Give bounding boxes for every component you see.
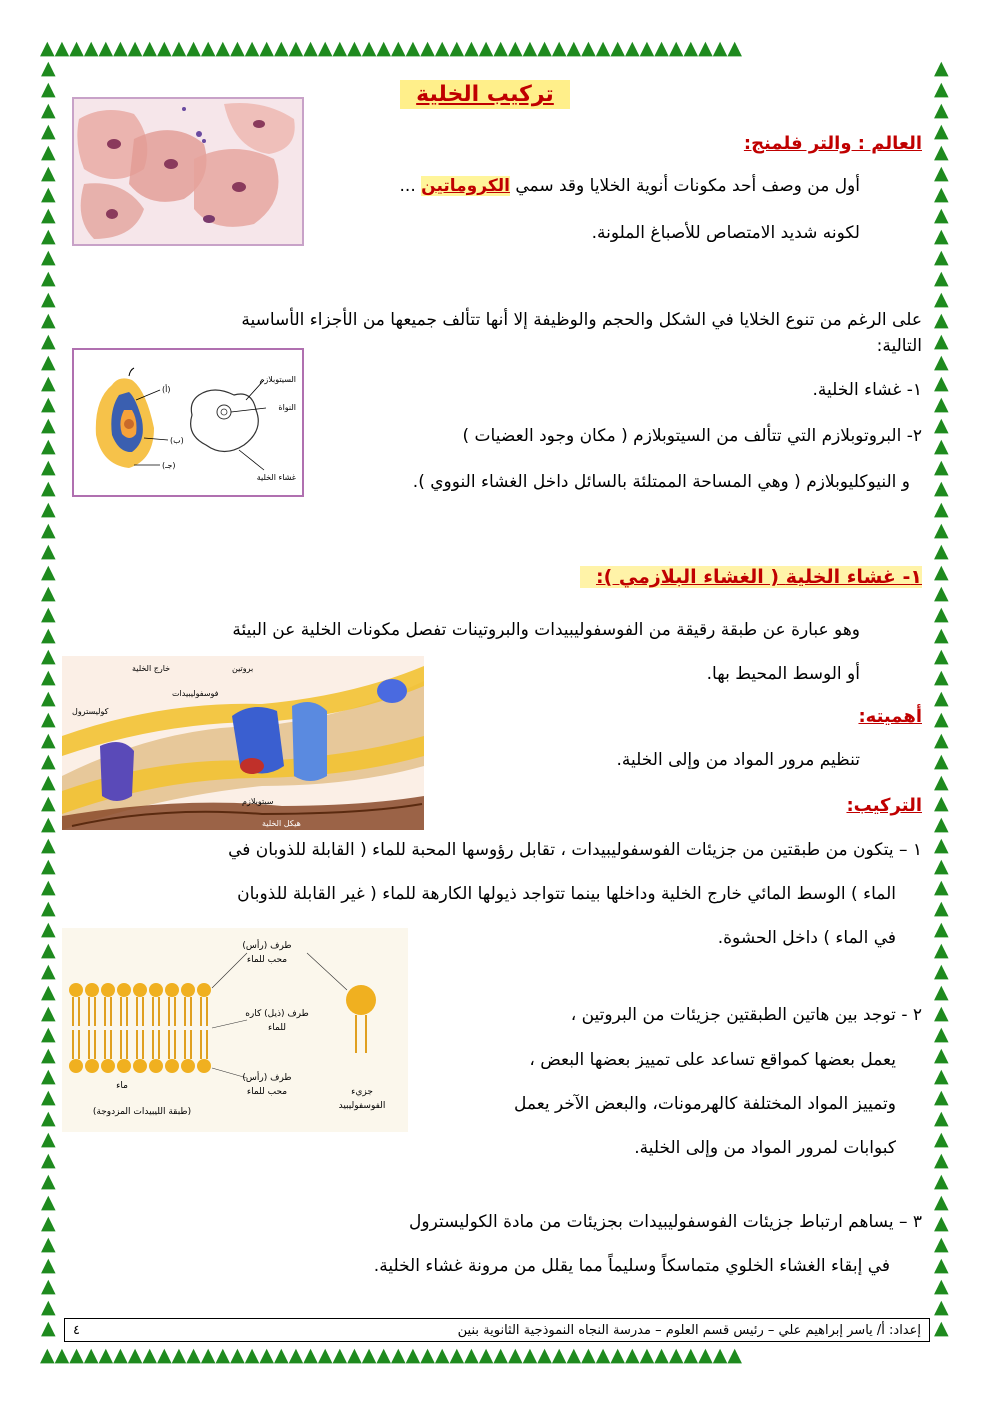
border-tree-icon: ▲ xyxy=(41,1170,56,1192)
border-tree-icon: ▲ xyxy=(288,38,304,58)
border-tree-icon: ▲ xyxy=(934,939,949,961)
border-tree-icon: ▲ xyxy=(712,1345,728,1365)
border-tree-icon: ▲ xyxy=(83,1345,99,1365)
bilayer-label-tail-1: طرف (ذيل) كاره xyxy=(245,1009,309,1019)
border-tree-icon: ▲ xyxy=(934,1233,949,1255)
border-tree-icon: ▲ xyxy=(41,1296,56,1318)
border-tree-icon: ▲ xyxy=(186,38,201,58)
border-tree-icon: ▲ xyxy=(934,771,949,793)
border-tree-icon: ▲ xyxy=(405,38,421,58)
border-tree-icon: ▲ xyxy=(41,960,56,982)
border-tree-icon: ▲ xyxy=(581,1345,596,1365)
border-tree-icon: ▲ xyxy=(142,38,157,58)
border-tree-icon: ▲ xyxy=(127,38,143,58)
border-tree-icon: ▲ xyxy=(934,813,949,835)
structure-p1-line-3: في الماء ) داخل الحشوة. xyxy=(717,928,896,948)
cell-label-membrane: غشاء الخلية xyxy=(256,473,296,482)
border-tree-icon: ▲ xyxy=(934,645,949,667)
border-tree-icon: ▲ xyxy=(934,960,949,982)
border-tree-icon: ▲ xyxy=(551,1345,567,1365)
border-tree-icon: ▲ xyxy=(934,267,949,289)
border-tree-icon: ▲ xyxy=(934,519,949,541)
border-tree-icon: ▲ xyxy=(376,38,391,58)
border-tree-icon: ▲ xyxy=(41,183,56,205)
border-tree-icon: ▲ xyxy=(934,1212,949,1234)
border-top xyxy=(40,38,955,58)
border-tree-icon: ▲ xyxy=(98,38,114,58)
border-tree-icon: ▲ xyxy=(171,1345,187,1365)
border-tree-icon: ▲ xyxy=(934,1317,949,1339)
border-tree-icon: ▲ xyxy=(41,519,56,541)
border-tree-icon: ▲ xyxy=(41,645,56,667)
membrane-label-cytoplasm: سيتوبلازم xyxy=(242,797,274,806)
border-tree-icon: ▲ xyxy=(41,876,56,898)
border-tree-icon: ▲ xyxy=(934,834,949,856)
border-tree-icon: ▲ xyxy=(683,38,699,58)
border-tree-icon: ▲ xyxy=(934,582,949,604)
border-tree-icon: ▲ xyxy=(464,38,479,58)
border-tree-icon: ▲ xyxy=(41,1149,56,1171)
border-tree-icon: ▲ xyxy=(493,38,508,58)
border-tree-icon: ▲ xyxy=(478,38,494,58)
structure-p2-line-4: كبوابات لمرور المواد من وإلى الخلية. xyxy=(634,1138,896,1158)
section1-heading xyxy=(580,566,922,588)
border-tree-icon: ▲ xyxy=(934,1275,949,1297)
border-tree-icon: ▲ xyxy=(934,1107,949,1129)
border-tree-icon: ▲ xyxy=(41,1128,56,1150)
scientist-line-1-text: أول من وصف أحد مكونات أنوية الخلايا وقد سمي xyxy=(515,176,860,196)
border-tree-icon: ▲ xyxy=(113,38,128,58)
border-tree-icon: ▲ xyxy=(41,498,56,520)
border-tree-icon: ▲ xyxy=(934,288,949,310)
border-tree-icon: ▲ xyxy=(69,1345,84,1365)
border-tree-icon: ▲ xyxy=(934,561,949,583)
border-tree-icon: ▲ xyxy=(934,99,949,121)
border-tree-icon: ▲ xyxy=(934,1170,949,1192)
border-tree-icon: ▲ xyxy=(41,246,56,268)
cell-label-a: (أ) xyxy=(162,385,171,394)
border-tree-icon: ▲ xyxy=(41,750,56,772)
border-tree-icon: ▲ xyxy=(54,1345,70,1365)
border-tree-icon: ▲ xyxy=(41,1275,56,1297)
border-tree-icon: ▲ xyxy=(934,1296,949,1318)
border-tree-icon: ▲ xyxy=(317,38,333,58)
intro-line-1: على الرغم من تنوع الخلايا في الشكل والحجم والوظيفة إلا أنها تتألف جميعها من الأجزاء الأساسية xyxy=(241,310,922,330)
border-tree-icon: ▲ xyxy=(464,1345,479,1365)
cell-diagram xyxy=(72,348,304,497)
border-tree-icon: ▲ xyxy=(934,708,949,730)
border-tree-icon: ▲ xyxy=(41,162,56,184)
scientist-line-2: لكونه شديد الامتصاص للأصباغ الملونة. xyxy=(591,223,860,243)
border-tree-icon: ▲ xyxy=(244,1345,260,1365)
border-left xyxy=(41,58,56,1346)
border-tree-icon: ▲ xyxy=(934,1065,949,1087)
border-tree-icon: ▲ xyxy=(434,38,450,58)
footer-credit: إعداد: أ/ ياسر إبراهيم علي – رئيس قسم العلوم – مدرسة النجاه النموذجية الثانوية بنين xyxy=(457,1322,921,1338)
border-tree-icon: ▲ xyxy=(200,38,216,58)
border-tree-icon: ▲ xyxy=(41,582,56,604)
border-tree-icon: ▲ xyxy=(625,38,640,58)
border-tree-icon: ▲ xyxy=(376,1345,391,1365)
border-tree-icon: ▲ xyxy=(934,687,949,709)
border-tree-icon: ▲ xyxy=(727,38,742,58)
border-tree-icon: ▲ xyxy=(934,603,949,625)
structure-p2-line-2: يعمل بعضها كمواقع تساعد على تمييز بعضها البعض ، xyxy=(529,1050,896,1070)
border-tree-icon: ▲ xyxy=(595,38,611,58)
border-tree-icon: ▲ xyxy=(566,38,582,58)
border-tree-icon: ▲ xyxy=(41,141,56,163)
border-tree-icon: ▲ xyxy=(41,1002,56,1024)
border-tree-icon: ▲ xyxy=(537,38,552,58)
border-tree-icon: ▲ xyxy=(332,1345,348,1365)
border-tree-icon: ▲ xyxy=(41,225,56,247)
border-tree-icon: ▲ xyxy=(259,1345,274,1365)
structure-p3-line-1: ٣ – يساهم ارتباط جزيئات الفوسفوليبيدات بجزيئات من مادة الكوليسترول xyxy=(409,1212,922,1232)
structure-heading: التركيب: xyxy=(846,795,922,816)
intro-line-2: التالية: xyxy=(876,336,922,356)
border-tree-icon: ▲ xyxy=(41,120,56,142)
cell-label-c: (جـ) xyxy=(162,461,176,470)
border-tree-icon: ▲ xyxy=(934,729,949,751)
border-tree-icon: ▲ xyxy=(41,603,56,625)
border-tree-icon: ▲ xyxy=(934,498,949,520)
border-tree-icon: ▲ xyxy=(41,372,56,394)
border-tree-icon: ▲ xyxy=(41,309,56,331)
border-tree-icon: ▲ xyxy=(934,414,949,436)
structure-p1-line-1: ١ – يتكون من طبقتين من جزيئات الفوسفوليبيدات ، تقابل رؤوسها المحبة للماء ( القابلة للذوبان في xyxy=(228,840,922,860)
border-tree-icon: ▲ xyxy=(934,792,949,814)
border-tree-icon: ▲ xyxy=(934,162,949,184)
importance-text: تنظيم مرور المواد من وإلى الخلية. xyxy=(616,750,860,770)
footer xyxy=(64,1318,930,1342)
bilayer-diagram xyxy=(62,928,408,1132)
border-tree-icon: ▲ xyxy=(41,1191,56,1213)
border-tree-icon: ▲ xyxy=(566,1345,582,1365)
intro-item-1: ١- غشاء الخلية. xyxy=(812,380,922,400)
border-tree-icon: ▲ xyxy=(934,120,949,142)
border-tree-icon: ▲ xyxy=(581,38,596,58)
bilayer-label-head-top-1: طرف (رأس) xyxy=(242,941,292,951)
border-tree-icon: ▲ xyxy=(391,38,406,58)
border-tree-icon: ▲ xyxy=(41,855,56,877)
border-tree-icon: ▲ xyxy=(41,1254,56,1276)
border-tree-icon: ▲ xyxy=(934,309,949,331)
border-tree-icon: ▲ xyxy=(41,666,56,688)
border-tree-icon: ▲ xyxy=(934,981,949,1003)
border-tree-icon: ▲ xyxy=(405,1345,421,1365)
border-tree-icon: ▲ xyxy=(934,78,949,100)
bilayer-label-tail-2: للماء xyxy=(268,1023,286,1033)
bilayer-molecule-1: جزيء xyxy=(351,1087,373,1097)
structure-p1-line-2: الماء ) الوسط المائي خارج الخلية وداخلها بينما تتواجد ذيولها الكارهة للماء ( غير القابلة للذوبان xyxy=(237,884,896,904)
section1-heading-paren: ( الغشاء البلازمي ): xyxy=(595,566,780,588)
border-tree-icon: ▲ xyxy=(230,38,245,58)
border-tree-icon: ▲ xyxy=(41,624,56,646)
border-tree-icon: ▲ xyxy=(537,1345,552,1365)
border-tree-icon: ▲ xyxy=(274,38,289,58)
border-tree-icon: ▲ xyxy=(551,38,567,58)
border-tree-icon: ▲ xyxy=(288,1345,304,1365)
border-bottom xyxy=(40,1345,955,1365)
border-tree-icon: ▲ xyxy=(934,141,949,163)
border-tree-icon: ▲ xyxy=(41,456,56,478)
border-tree-icon: ▲ xyxy=(522,1345,538,1365)
cell-micrograph xyxy=(72,97,304,246)
border-tree-icon: ▲ xyxy=(41,771,56,793)
cell-label-b: (ب) xyxy=(170,436,184,445)
border-tree-icon: ▲ xyxy=(934,183,949,205)
definition-line-2: أو الوسط المحيط بها. xyxy=(706,664,860,684)
border-tree-icon: ▲ xyxy=(934,246,949,268)
bilayer-label-head-bottom-2: محب للماء xyxy=(246,1087,288,1097)
border-tree-icon: ▲ xyxy=(41,351,56,373)
border-tree-icon: ▲ xyxy=(934,750,949,772)
border-tree-icon: ▲ xyxy=(934,1023,949,1045)
border-tree-icon: ▲ xyxy=(157,38,172,58)
membrane-diagram xyxy=(62,656,424,830)
border-tree-icon: ▲ xyxy=(41,1086,56,1108)
section1-heading-main: ١- غشاء الخلية xyxy=(785,566,922,588)
border-tree-icon: ▲ xyxy=(712,38,728,58)
border-tree-icon: ▲ xyxy=(449,1345,465,1365)
border-tree-icon: ▲ xyxy=(41,1023,56,1045)
border-tree-icon: ▲ xyxy=(639,1345,655,1365)
border-tree-icon: ▲ xyxy=(683,1345,699,1365)
border-tree-icon: ▲ xyxy=(934,1128,949,1150)
border-tree-icon: ▲ xyxy=(727,1345,742,1365)
border-tree-icon: ▲ xyxy=(41,1065,56,1087)
border-tree-icon: ▲ xyxy=(698,1345,713,1365)
border-tree-icon: ▲ xyxy=(41,897,56,919)
border-tree-icon: ▲ xyxy=(113,1345,128,1365)
border-tree-icon: ▲ xyxy=(934,204,949,226)
border-tree-icon: ▲ xyxy=(41,1107,56,1129)
border-tree-icon: ▲ xyxy=(127,1345,143,1365)
border-tree-icon: ▲ xyxy=(41,918,56,940)
border-tree-icon: ▲ xyxy=(934,624,949,646)
border-tree-icon: ▲ xyxy=(934,1149,949,1171)
border-tree-icon: ▲ xyxy=(361,1345,377,1365)
border-tree-icon: ▲ xyxy=(41,1044,56,1066)
membrane-label-skeleton: هيكل الخلية xyxy=(262,819,301,828)
border-tree-icon: ▲ xyxy=(361,38,377,58)
border-tree-icon: ▲ xyxy=(449,38,465,58)
border-tree-icon: ▲ xyxy=(317,1345,333,1365)
border-tree-icon: ▲ xyxy=(934,897,949,919)
border-tree-icon: ▲ xyxy=(934,435,949,457)
border-tree-icon: ▲ xyxy=(200,1345,216,1365)
border-tree-icon: ▲ xyxy=(391,1345,406,1365)
border-tree-icon: ▲ xyxy=(934,477,949,499)
bilayer-label-head-top-2: محب للماء xyxy=(246,955,288,965)
border-tree-icon: ▲ xyxy=(41,792,56,814)
scientist-line-1 xyxy=(300,176,860,196)
border-tree-icon: ▲ xyxy=(41,330,56,352)
border-tree-icon: ▲ xyxy=(98,1345,114,1365)
border-tree-icon: ▲ xyxy=(508,38,523,58)
border-tree-icon: ▲ xyxy=(595,1345,611,1365)
border-tree-icon: ▲ xyxy=(41,939,56,961)
border-tree-icon: ▲ xyxy=(493,1345,508,1365)
border-tree-icon: ▲ xyxy=(625,1345,640,1365)
border-tree-icon: ▲ xyxy=(41,1317,56,1339)
border-tree-icon: ▲ xyxy=(668,1345,684,1365)
border-tree-icon: ▲ xyxy=(934,330,949,352)
border-tree-icon: ▲ xyxy=(41,834,56,856)
page-title: تركيب الخلية xyxy=(400,80,570,109)
border-tree-icon: ▲ xyxy=(244,38,260,58)
border-tree-icon: ▲ xyxy=(69,38,84,58)
border-tree-icon: ▲ xyxy=(274,1345,289,1365)
border-tree-icon: ▲ xyxy=(41,687,56,709)
border-tree-icon: ▲ xyxy=(934,456,949,478)
border-tree-icon: ▲ xyxy=(41,435,56,457)
membrane-label-phospholipids: فوسفوليبيدات xyxy=(172,689,219,698)
border-tree-icon: ▲ xyxy=(332,38,348,58)
bilayer-caption: (طبقة الليبيدات المزدوجة) xyxy=(92,1107,192,1117)
border-tree-icon: ▲ xyxy=(934,1002,949,1024)
border-tree-icon: ▲ xyxy=(610,38,625,58)
border-tree-icon: ▲ xyxy=(934,918,949,940)
border-tree-icon: ▲ xyxy=(40,38,55,58)
border-tree-icon: ▲ xyxy=(639,38,655,58)
cell-label-nucleus: النواة xyxy=(278,403,296,412)
structure-p2-line-1: ٢ - توجد بين هاتين الطبقتين جزيئات من البروتين ، xyxy=(570,1005,922,1025)
border-tree-icon: ▲ xyxy=(654,38,669,58)
structure-p2-line-3: وتمييز المواد المختلفة كالهرمونات، والبعض الآخر يعمل xyxy=(514,1094,896,1114)
border-tree-icon: ▲ xyxy=(654,1345,669,1365)
border-tree-icon: ▲ xyxy=(157,1345,172,1365)
border-tree-icon: ▲ xyxy=(41,267,56,289)
border-tree-icon: ▲ xyxy=(934,1044,949,1066)
border-tree-icon: ▲ xyxy=(934,855,949,877)
border-tree-icon: ▲ xyxy=(41,729,56,751)
border-tree-icon: ▲ xyxy=(41,561,56,583)
border-tree-icon: ▲ xyxy=(41,99,56,121)
border-tree-icon: ▲ xyxy=(303,38,318,58)
border-tree-icon: ▲ xyxy=(41,540,56,562)
border-tree-icon: ▲ xyxy=(478,1345,494,1365)
border-tree-icon: ▲ xyxy=(41,393,56,415)
definition-line-1: وهو عبارة عن طبقة رقيقة من الفوسفوليبيدات والبروتينات تفصل مكونات الخلية عن البيئة xyxy=(232,620,860,640)
border-tree-icon: ▲ xyxy=(434,1345,450,1365)
membrane-label-cholesterol: كوليسترول xyxy=(72,707,109,716)
border-tree-icon: ▲ xyxy=(934,666,949,688)
border-right xyxy=(934,58,949,1346)
border-tree-icon: ▲ xyxy=(668,38,684,58)
border-tree-icon: ▲ xyxy=(698,38,713,58)
border-tree-icon: ▲ xyxy=(41,414,56,436)
border-tree-icon: ▲ xyxy=(934,540,949,562)
border-tree-icon: ▲ xyxy=(934,351,949,373)
border-tree-icon: ▲ xyxy=(83,38,99,58)
border-tree-icon: ▲ xyxy=(934,1086,949,1108)
membrane-label-outside: خارج الخلية xyxy=(132,664,171,673)
bilayer-label-water: ماء xyxy=(116,1081,128,1091)
border-tree-icon: ▲ xyxy=(41,1212,56,1234)
border-tree-icon: ▲ xyxy=(610,1345,625,1365)
border-tree-icon: ▲ xyxy=(934,58,949,79)
border-tree-icon: ▲ xyxy=(508,1345,523,1365)
border-tree-icon: ▲ xyxy=(41,981,56,1003)
border-tree-icon: ▲ xyxy=(41,813,56,835)
membrane-label-protein: بروتين xyxy=(232,664,254,673)
border-tree-icon: ▲ xyxy=(41,477,56,499)
border-tree-icon: ▲ xyxy=(215,1345,231,1365)
border-tree-icon: ▲ xyxy=(934,1254,949,1276)
border-tree-icon: ▲ xyxy=(41,204,56,226)
border-tree-icon: ▲ xyxy=(303,1345,318,1365)
border-tree-icon: ▲ xyxy=(41,78,56,100)
border-tree-icon: ▲ xyxy=(420,38,435,58)
border-tree-icon: ▲ xyxy=(215,38,231,58)
cell-label-cytoplasm: السيتوبلازم xyxy=(259,375,296,384)
border-tree-icon: ▲ xyxy=(934,876,949,898)
border-tree-icon: ▲ xyxy=(230,1345,245,1365)
border-tree-icon: ▲ xyxy=(171,38,187,58)
border-tree-icon: ▲ xyxy=(522,38,538,58)
border-tree-icon: ▲ xyxy=(41,708,56,730)
importance-heading: أهميته: xyxy=(858,706,922,727)
border-tree-icon: ▲ xyxy=(41,288,56,310)
border-tree-icon: ▲ xyxy=(420,1345,435,1365)
border-tree-icon: ▲ xyxy=(40,1345,55,1365)
border-tree-icon: ▲ xyxy=(934,393,949,415)
scientist-line-1-ellipsis: ... xyxy=(399,176,416,196)
chromatin-term: الكروماتين xyxy=(421,176,510,196)
scientist-heading: العالم : والتر فلمنج: xyxy=(743,133,922,154)
border-tree-icon: ▲ xyxy=(347,38,362,58)
border-tree-icon: ▲ xyxy=(934,225,949,247)
intro-item-3: و النيوكليوبلازم ( وهي المساحة الممتلئة بالسائل داخل الغشاء النووي ). xyxy=(412,472,910,492)
border-tree-icon: ▲ xyxy=(934,372,949,394)
border-tree-icon: ▲ xyxy=(934,1191,949,1213)
bilayer-label-head-bottom-1: طرف (رأس) xyxy=(242,1073,292,1083)
border-tree-icon: ▲ xyxy=(41,58,56,79)
intro-item-2: ٢- البروتوبلازم التي تتألف من السيتوبلازم ( مكان وجود العضيات ) xyxy=(462,426,922,446)
page-number: ٤ xyxy=(73,1322,80,1338)
border-tree-icon: ▲ xyxy=(259,38,274,58)
border-tree-icon: ▲ xyxy=(186,1345,201,1365)
bilayer-molecule-2: الفوسفوليبيد xyxy=(338,1101,386,1111)
border-tree-icon: ▲ xyxy=(54,38,70,58)
border-tree-icon: ▲ xyxy=(347,1345,362,1365)
structure-p3-line-2: في إبقاء الغشاء الخلوي متماسكاً وسليماً مما يقلل من مرونة غشاء الخلية. xyxy=(373,1256,890,1276)
border-tree-icon: ▲ xyxy=(142,1345,157,1365)
border-tree-icon: ▲ xyxy=(41,1233,56,1255)
